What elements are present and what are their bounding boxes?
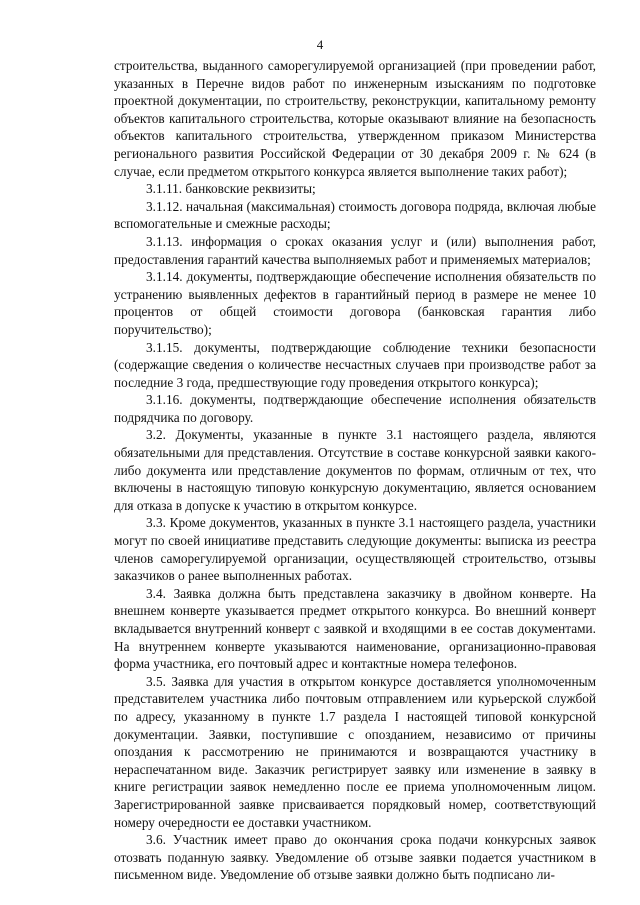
page-number: 4 [316, 37, 324, 52]
paragraph-3-3: 3.3. Кроме документов, указанных в пункте 3.1 настоящего раздела, участники могут по своей инициативе представить следующие документы: выписка из реестра членов саморегулируемой организации, осуществляющей строительство, отзывы заказчиков о ранее выполненных работах. [114, 515, 596, 584]
paragraph-3-1-15: 3.1.15. документы, подтверждающие соблюдение техники безопасности (содержащие сведения о количестве несчастных случаев при производстве работ за последние 3 года, предшествующие году проведения открытого конкурса); [114, 339, 596, 390]
paragraph-3-1-16: 3.1.16. документы, подтверждающие обеспечение исполнения обязательств подрядчика по договору. [114, 392, 596, 425]
paragraph-3-2: 3.2. Документы, указанные в пункте 3.1 настоящего раздела, являются обязательными для представления. Отсутствие в составе конкурсной заявки какого-либо документа или представление документов по формам, отличным от тех, что включены в настоящую типовую конкурсную документацию, является основанием для отказа в допуске к участию в открытом конкурсе. [114, 427, 596, 513]
document-body [114, 57, 596, 884]
paragraph-3-4: 3.4. Заявка должна быть представлена заказчику в двойном конверте. На внешнем конверте указывается предмет открытого конкурса. Во внешний конверт вкладывается внутренний конверт с заявкой и входящими в ее состав документами. На внутреннем конверте указываются наименование, организационно-правовая форма участника, его почтовый адрес и контактные номера телефонов. [114, 585, 596, 672]
paragraph-3-1-11: 3.1.11. банковские реквизиты; [146, 181, 316, 197]
paragraph-3-6: 3.6. Участник имеет право до окончания срока подачи конкурсных заявок отозвать поданную заявку. Уведомление об отзыве заявки подается участником в письменном виде. Уведомление об отзыве заявки должно быть подписано ли- [114, 832, 596, 883]
paragraph-3-5: 3.5. Заявка для участия в открытом конкурсе доставляется уполномоченным представителем участника либо почтовым отправлением или курьерской службой по адресу, указанному в пункте 1.7 раздела I настоящей типовой конкурсной документации. Заявки, поступившие с опозданием, независимо от причины опоздания к рассмотрению не принимаются и возвращаются участнику в нераспечатанном виде. Заказчик регистрирует заявку или изменение в заявку в книге регистрации заявок немедленно после ее приема уполномоченным лицом. Зарегистрированной заявке присваивается порядковый номер, соответствующий номеру очередности ее доставки участником. [114, 673, 596, 830]
paragraph-3-1-12: 3.1.12. начальная (максимальная) стоимость договора подряда, включая любые вспомогательные и смежные расходы; [114, 198, 596, 232]
paragraph-3-1-13: 3.1.13. информация о сроках оказания услуг и (или) выполнения работ, предоставления гарантий качества выполняемых работ и применяемых материалов; [114, 233, 596, 267]
paragraph-3-1-14: 3.1.14. документы, подтверждающие обеспечение исполнения обязательств по устранению выявленных дефектов в гарантийный период в размере не менее 10 процентов от общей стоимости договора (банковская гарантия либо поручительство); [114, 269, 596, 337]
paragraph-continuation: строительства, выданного саморегулируемой организацией (при проведении работ, указанных в Перечне видов работ по инженерным изысканиям по подготовке проектной документации, по строительству, реконструкции, капитальному ремонту объектов капитального строительства, которые оказывают влияние на безопасность объектов капитального строительства, утвержденном приказом Министерства регионального развития Российской Федерации от 30 декабря 2009 г. № 624 (в случае, если предметом открытого конкурса является выполнение таких работ); [114, 58, 596, 179]
